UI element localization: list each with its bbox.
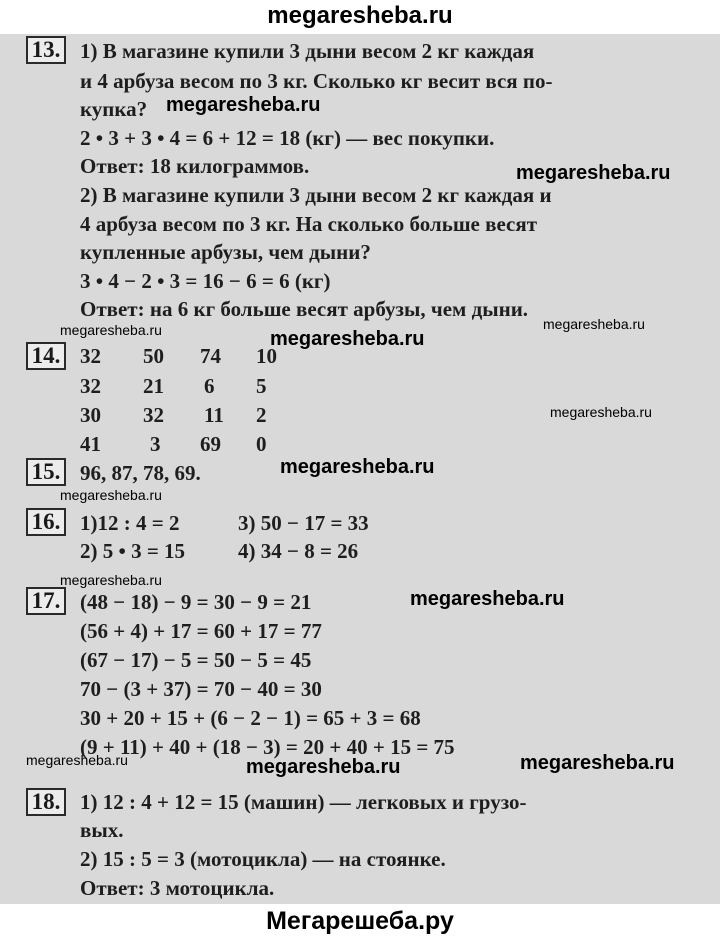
- task-18-line-3: 2) 15 : 5 = 3 (мотоцикла) — на стоянке.: [80, 847, 446, 871]
- watermark: megaresheba.ru: [26, 752, 128, 768]
- watermark: megaresheba.ru: [166, 94, 321, 116]
- task-13-line-5: Ответ: 18 килограммов.: [80, 154, 310, 178]
- task-17-line-6: (9 + 11) + 40 + (18 − 3) = 20 + 40 + 15 = 75: [80, 735, 455, 759]
- grid-cell: 6: [204, 374, 215, 398]
- grid-cell: 0: [256, 432, 267, 456]
- task-13-number: 13.: [26, 36, 66, 64]
- task-13-line-10: Ответ: на 6 кг больше весят арбузы, чем дыни.: [80, 297, 529, 321]
- task-14-grid: [80, 344, 380, 464]
- watermark: megaresheba.ru: [246, 756, 401, 778]
- task-17-line-2: (56 + 4) + 17 = 60 + 17 = 77: [80, 619, 322, 643]
- task-17-line-4: 70 − (3 + 37) = 70 − 40 = 30: [80, 677, 322, 701]
- grid-cell: 30: [80, 403, 101, 427]
- watermark: megaresheba.ru: [60, 322, 162, 338]
- task-13-line-7: 4 арбуза весом по 3 кг. На сколько больше весят: [80, 212, 538, 236]
- grid-cell: 32: [80, 374, 101, 398]
- task-14-number: 14.: [26, 342, 66, 370]
- task-18-line-4: Ответ: 3 мотоцикла.: [80, 876, 275, 900]
- grid-cell: 5: [256, 374, 267, 398]
- site-header: megaresheba.ru: [0, 0, 720, 34]
- grid-cell: 32: [80, 344, 101, 368]
- task-17-line-1: (48 − 18) − 9 = 30 − 9 = 21: [80, 590, 312, 614]
- grid-cell: 69: [200, 432, 221, 456]
- grid-cell: 10: [256, 344, 277, 368]
- task-17-line-5: 30 + 20 + 15 + (6 − 2 − 1) = 65 + 3 = 68: [80, 706, 421, 730]
- grid-cell: 11: [204, 403, 224, 427]
- grid-cell: 74: [200, 344, 221, 368]
- watermark: megaresheba.ru: [520, 752, 675, 774]
- watermark: megaresheba.ru: [550, 404, 652, 420]
- task-13-line-2: и 4 арбуза весом по 3 кг. Сколько кг весит вся по-: [80, 69, 553, 93]
- grid-cell: 50: [143, 344, 164, 368]
- task-17-number: 17.: [26, 587, 66, 615]
- site-footer: Мегарешеба.ру: [0, 904, 720, 939]
- grid-cell: 41: [80, 432, 101, 456]
- watermark: megaresheba.ru: [60, 572, 162, 588]
- task-16-item-1: 1)12 : 4 = 2: [80, 511, 180, 535]
- task-13-line-4: 2 • 3 + 3 • 4 = 6 + 12 = 18 (кг) — вес покупки.: [80, 126, 495, 150]
- grid-cell: 2: [256, 403, 267, 427]
- task-16-item-4: 4) 34 − 8 = 26: [238, 539, 359, 563]
- watermark: megaresheba.ru: [280, 456, 435, 478]
- grid-cell: 32: [143, 403, 164, 427]
- task-15-answer: 96, 87, 78, 69.: [80, 461, 201, 485]
- watermark: megaresheba.ru: [270, 328, 425, 350]
- task-16-item-3: 3) 50 − 17 = 33: [238, 511, 369, 535]
- task-16-number: 16.: [26, 508, 66, 536]
- task-18-line-1: 1) 12 : 4 + 12 = 15 (машин) — легковых и грузо-: [80, 790, 527, 814]
- watermark: megaresheba.ru: [516, 162, 671, 184]
- task-13-line-9: 3 • 4 − 2 • 3 = 16 − 6 = 6 (кг): [80, 269, 331, 293]
- grid-cell: 21: [143, 374, 164, 398]
- textbook-page: [0, 34, 720, 904]
- task-13-line-6: 2) В магазине купили 3 дыни весом 2 кг каждая и: [80, 183, 552, 207]
- task-17-line-3: (67 − 17) − 5 = 50 − 5 = 45: [80, 648, 312, 672]
- watermark: megaresheba.ru: [60, 487, 162, 503]
- task-13-line-3: купка?: [80, 97, 148, 121]
- grid-cell: 3: [150, 432, 161, 456]
- task-13-line-8: купленные арбузы, чем дыни?: [80, 240, 371, 264]
- watermark: megaresheba.ru: [410, 588, 565, 610]
- task-18-number: 18.: [26, 788, 66, 816]
- watermark: megaresheba.ru: [543, 316, 645, 332]
- task-13-line-1: 1) В магазине купили 3 дыни весом 2 кг каждая: [80, 39, 535, 63]
- task-15-number: 15.: [26, 458, 66, 486]
- task-18-line-2: вых.: [80, 818, 124, 842]
- task-16-item-2: 2) 5 • 3 = 15: [80, 539, 186, 563]
